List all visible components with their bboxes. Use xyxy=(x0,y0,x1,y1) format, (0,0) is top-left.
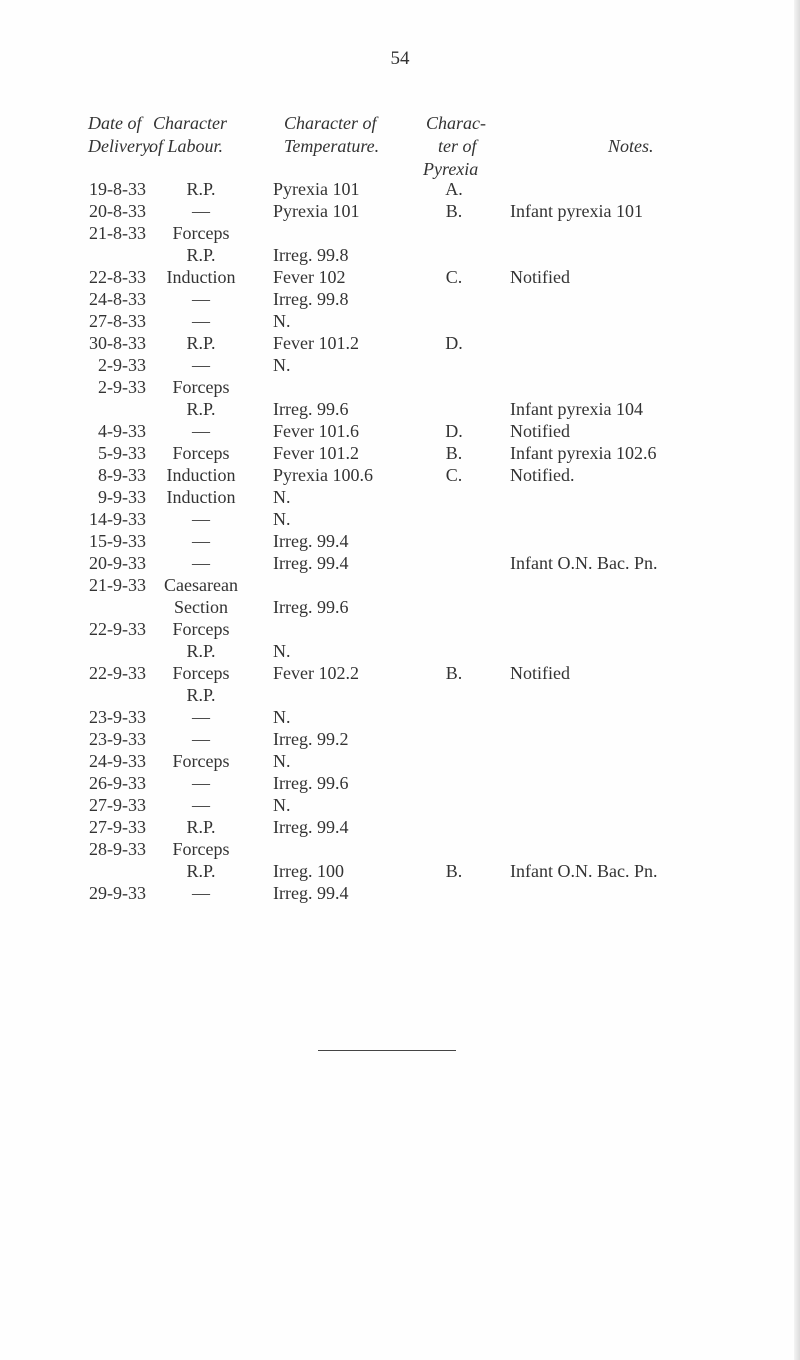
labour-character-cell: — xyxy=(192,553,210,573)
delivery-date-cell: 22-9-33 xyxy=(89,663,146,683)
temperature-character-cell: N. xyxy=(273,311,291,331)
temperature-character-cell: Irreg. 100 xyxy=(273,861,344,881)
temperature-character-cell: Irreg. 99.4 xyxy=(273,817,349,837)
labour-character-cell: — xyxy=(192,883,210,903)
delivery-date-cell: 27-8-33 xyxy=(89,311,146,331)
labour-character-cell: — xyxy=(192,509,210,529)
labour-character-cell: Induction xyxy=(166,487,236,507)
delivery-date-cell: 9-9-33 xyxy=(98,487,146,507)
labour-character-cell: Induction xyxy=(166,267,236,287)
temperature-character-cell: Irreg. 99.6 xyxy=(273,597,349,617)
labour-character-cell: — xyxy=(192,795,210,815)
labour-character-cell: — xyxy=(192,773,210,793)
labour-character-cell: Forceps xyxy=(172,223,230,243)
delivery-date-cell: 26-9-33 xyxy=(89,773,146,793)
labour-character-cell: — xyxy=(192,355,210,375)
labour-character-cell: Forceps xyxy=(172,751,230,771)
labour-character-cell: — xyxy=(192,201,210,221)
temperature-character-cell: N. xyxy=(273,707,291,727)
table-row xyxy=(0,442,800,464)
table-row xyxy=(0,838,800,860)
table-row xyxy=(0,530,800,552)
table-row xyxy=(0,244,800,266)
temperature-character-cell: Irreg. 99.8 xyxy=(273,245,349,265)
header-notes: Notes. xyxy=(608,136,654,156)
notes-cell: Infant pyrexia 102.6 xyxy=(510,443,657,463)
header-temperature-line2: Temperature. xyxy=(284,136,380,156)
notes-cell: Notified. xyxy=(510,465,575,485)
temperature-character-cell: N. xyxy=(273,509,291,529)
labour-character-cell: R.P. xyxy=(186,641,216,661)
header-pyrexia-line1: Charac- xyxy=(426,113,486,133)
labour-character-cell: Caesarean xyxy=(164,575,238,595)
table-row xyxy=(0,486,800,508)
table-row xyxy=(0,288,800,310)
delivery-date-cell: 8-9-33 xyxy=(98,465,146,485)
delivery-date-cell: 21-9-33 xyxy=(89,575,146,595)
table-row xyxy=(0,398,800,420)
table-row xyxy=(0,684,800,706)
table-row xyxy=(0,552,800,574)
table-row xyxy=(0,574,800,596)
temperature-character-cell: N. xyxy=(273,355,291,375)
temperature-character-cell: Pyrexia 101 xyxy=(273,201,360,221)
table-row xyxy=(0,662,800,684)
temperature-character-cell: Irreg. 99.8 xyxy=(273,289,349,309)
table-row xyxy=(0,596,800,618)
header-pyrexia-line3: Pyrexia xyxy=(423,159,479,179)
table-row xyxy=(0,508,800,530)
table-row xyxy=(0,618,800,640)
delivery-date-cell: 23-9-33 xyxy=(89,729,146,749)
delivery-date-cell: 20-9-33 xyxy=(89,553,146,573)
labour-character-cell: — xyxy=(192,707,210,727)
delivery-date-cell: 27-9-33 xyxy=(89,817,146,837)
temperature-character-cell: Fever 101.6 xyxy=(273,421,359,441)
notes-cell: Infant O.N. Bac. Pn. xyxy=(510,553,658,573)
pyrexia-character-cell: B. xyxy=(445,201,463,221)
temperature-character-cell: Fever 102.2 xyxy=(273,663,359,683)
delivery-date-cell: 24-8-33 xyxy=(89,289,146,309)
temperature-character-cell: Irreg. 99.6 xyxy=(273,773,349,793)
temperature-character-cell: Pyrexia 100.6 xyxy=(273,465,373,485)
table-row xyxy=(0,376,800,398)
temperature-character-cell: N. xyxy=(273,795,291,815)
delivery-date-cell: 20-8-33 xyxy=(89,201,146,221)
table-body xyxy=(0,178,800,904)
delivery-date-cell: 19-8-33 xyxy=(89,179,146,199)
pyrexia-character-cell: C. xyxy=(445,267,463,287)
pyrexia-character-cell: B. xyxy=(445,663,463,683)
page-number: 54 xyxy=(390,48,410,69)
pyrexia-character-cell: A. xyxy=(445,179,463,199)
delivery-date-cell: 27-9-33 xyxy=(89,795,146,815)
delivery-date-cell: 28-9-33 xyxy=(89,839,146,859)
header-labour-line2: of Labour. xyxy=(149,136,224,156)
temperature-character-cell: Fever 101.2 xyxy=(273,333,359,353)
delivery-date-cell: 30-8-33 xyxy=(89,333,146,353)
pyrexia-character-cell: C. xyxy=(445,465,463,485)
table-row xyxy=(0,200,800,222)
table-row xyxy=(0,816,800,838)
delivery-date-cell: 2-9-33 xyxy=(98,355,146,375)
table-row xyxy=(0,332,800,354)
notes-cell: Notified xyxy=(510,663,570,683)
table-row xyxy=(0,860,800,882)
notes-cell: Notified xyxy=(510,267,570,287)
delivery-date-cell: 29-9-33 xyxy=(89,883,146,903)
labour-character-cell: R.P. xyxy=(186,245,216,265)
table-row xyxy=(0,794,800,816)
delivery-date-cell: 23-9-33 xyxy=(89,707,146,727)
labour-character-cell: R.P. xyxy=(186,333,216,353)
temperature-character-cell: Irreg. 99.2 xyxy=(273,729,349,749)
table-row xyxy=(0,310,800,332)
table-row xyxy=(0,222,800,244)
temperature-character-cell: Irreg. 99.6 xyxy=(273,399,349,419)
delivery-date-cell: 22-9-33 xyxy=(89,619,146,639)
delivery-date-cell: 24-9-33 xyxy=(89,751,146,771)
labour-character-cell: Forceps xyxy=(172,443,230,463)
notes-cell: Infant O.N. Bac. Pn. xyxy=(510,861,658,881)
notes-cell: Infant pyrexia 101 xyxy=(510,201,643,221)
delivery-date-cell: 15-9-33 xyxy=(89,531,146,551)
header-labour-line1: Character xyxy=(153,113,227,133)
labour-character-cell: R.P. xyxy=(186,817,216,837)
header-temperature-line1: Character of xyxy=(284,113,377,133)
labour-character-cell: R.P. xyxy=(186,685,216,705)
labour-character-cell: — xyxy=(192,421,210,441)
table-row xyxy=(0,266,800,288)
temperature-character-cell: Fever 102 xyxy=(273,267,346,287)
labour-character-cell: Forceps xyxy=(172,663,230,683)
labour-character-cell: Induction xyxy=(166,465,236,485)
labour-character-cell: R.P. xyxy=(186,179,216,199)
labour-character-cell: Forceps xyxy=(172,377,230,397)
delivery-date-cell: 2-9-33 xyxy=(98,377,146,397)
table-row xyxy=(0,464,800,486)
temperature-character-cell: N. xyxy=(273,751,291,771)
page-edge xyxy=(794,0,800,1360)
table-row xyxy=(0,706,800,728)
header-pyrexia-line2: ter of xyxy=(438,136,477,156)
header-date-line2: Delivery. xyxy=(88,136,154,156)
temperature-character-cell: Pyrexia 101 xyxy=(273,179,360,199)
delivery-date-cell: 5-9-33 xyxy=(98,443,146,463)
temperature-character-cell: Irreg. 99.4 xyxy=(273,531,349,551)
pyrexia-character-cell: B. xyxy=(445,861,463,881)
labour-character-cell: — xyxy=(192,289,210,309)
labour-character-cell: Forceps xyxy=(172,839,230,859)
labour-character-cell: — xyxy=(192,729,210,749)
labour-character-cell: Forceps xyxy=(172,619,230,639)
pyrexia-character-cell: D. xyxy=(445,333,463,353)
delivery-date-cell: 21-8-33 xyxy=(89,223,146,243)
labour-character-cell: R.P. xyxy=(186,399,216,419)
pyrexia-character-cell: B. xyxy=(445,443,463,463)
temperature-character-cell: Irreg. 99.4 xyxy=(273,883,349,903)
table-row xyxy=(0,354,800,376)
table-row xyxy=(0,772,800,794)
delivery-date-cell: 14-9-33 xyxy=(89,509,146,529)
header-date-line1: Date of xyxy=(88,113,142,133)
table-row xyxy=(0,640,800,662)
table-row xyxy=(0,882,800,904)
table-row xyxy=(0,728,800,750)
delivery-date-cell: 22-8-33 xyxy=(89,267,146,287)
temperature-character-cell: Irreg. 99.4 xyxy=(273,553,349,573)
temperature-character-cell: N. xyxy=(273,641,291,661)
labour-character-cell: R.P. xyxy=(186,861,216,881)
labour-character-cell: — xyxy=(192,311,210,331)
pyrexia-character-cell: D. xyxy=(445,421,463,441)
table-row xyxy=(0,420,800,442)
notes-cell: Notified xyxy=(510,421,570,441)
temperature-character-cell: N. xyxy=(273,487,291,507)
table-row xyxy=(0,750,800,772)
temperature-character-cell: Fever 101.2 xyxy=(273,443,359,463)
delivery-date-cell: 4-9-33 xyxy=(98,421,146,441)
notes-cell: Infant pyrexia 104 xyxy=(510,399,643,419)
table-row xyxy=(0,178,800,200)
end-rule xyxy=(318,1050,456,1051)
labour-character-cell: — xyxy=(192,531,210,551)
labour-character-cell: Section xyxy=(174,597,228,617)
